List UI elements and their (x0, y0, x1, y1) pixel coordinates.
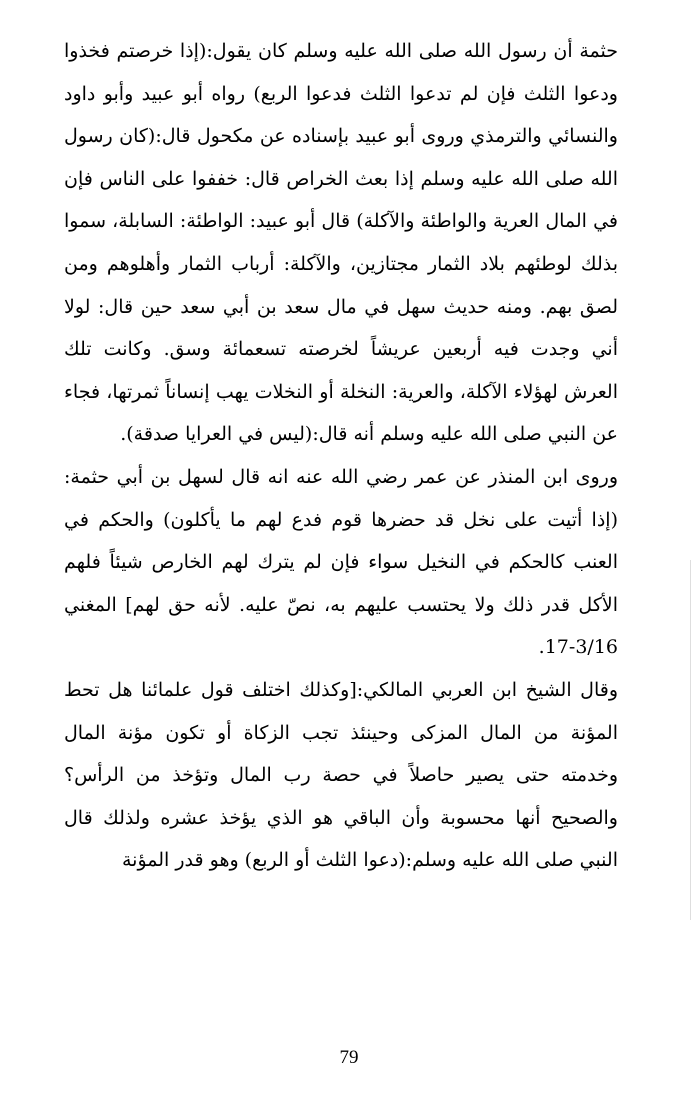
page-number: 79 (339, 1047, 359, 1068)
paragraph-abu-ubaid-hadith: حثمة أن رسول الله صلى الله عليه وسلم كان يقول:(إذا خرصتم فخذوا ودعوا الثلث فإن لم تدعوا الثلث فدعوا الربع) رواه أبو عبيد وأبو داود والنسائي والترمذي وروى أبو عبيد بإسناده عن مكحول قال:(كان رسول الله صلى الله عليه وسلم إذا بعث الخراص قال: خففوا على الناس فإن في المال العرية والواطئة والآكلة) قال أبو عبيد: الواطئة: السابلة، سموا بذلك لوطئهم بلاد الثمار مجتازين، والآكلة: أرباب الثمار وأهلوهم ومن لصق بهم. ومنه حديث سهل في مال سعد بن أبي سعد حين قال: لولا أني وجدت فيه أربعين عريشاً لخرصته تسعمائة وسق. وكانت تلك العرش لهؤلاء الآكلة، والعرية: النخلة أو النخلات يهب إنساناً ثمرتها، فجاء عن النبي صلى الله عليه وسلم أنه قال:(ليس في العرايا صدقة). (64, 40, 619, 446)
body-text (64, 30, 618, 882)
paragraph-ibn-al-arabi: وقال الشيخ ابن العربي المالكي:[وكذلك اختلف قول علمائنا هل تحط المؤنة من المال المزكى وحينئذ تجب الزكاة أو تكون مؤنة المال وخدمته حتى يصير حاصلاً في حصة رب المال وتؤخذ من الرأس؟ والصحيح أنها محسوبة وأن الباقي هو الذي يؤخذ عشره ولذلك قال النبي صلى الله عليه وسلم:(دعوا الثلث أو الربع) وهو قدر المؤنة (64, 678, 618, 872)
paragraph-ibn-al-mundhir: وروى ابن المنذر عن عمر رضي الله عنه انه قال لسهل بن أبي حثمة:(إذا أتيت على نخل قد حضرها قوم فدع لهم ما يأكلون) والحكم في العنب كالحكم في النخيل سواء فإن لم يترك لهم الخارص شيئاً فلهم الأكل قدر ذلك ولا يحتسب عليهم به، نصّ عليه. لأنه حق لهم] المغني 3/16-17. (64, 465, 618, 659)
page-edge-shadow (690, 560, 691, 920)
